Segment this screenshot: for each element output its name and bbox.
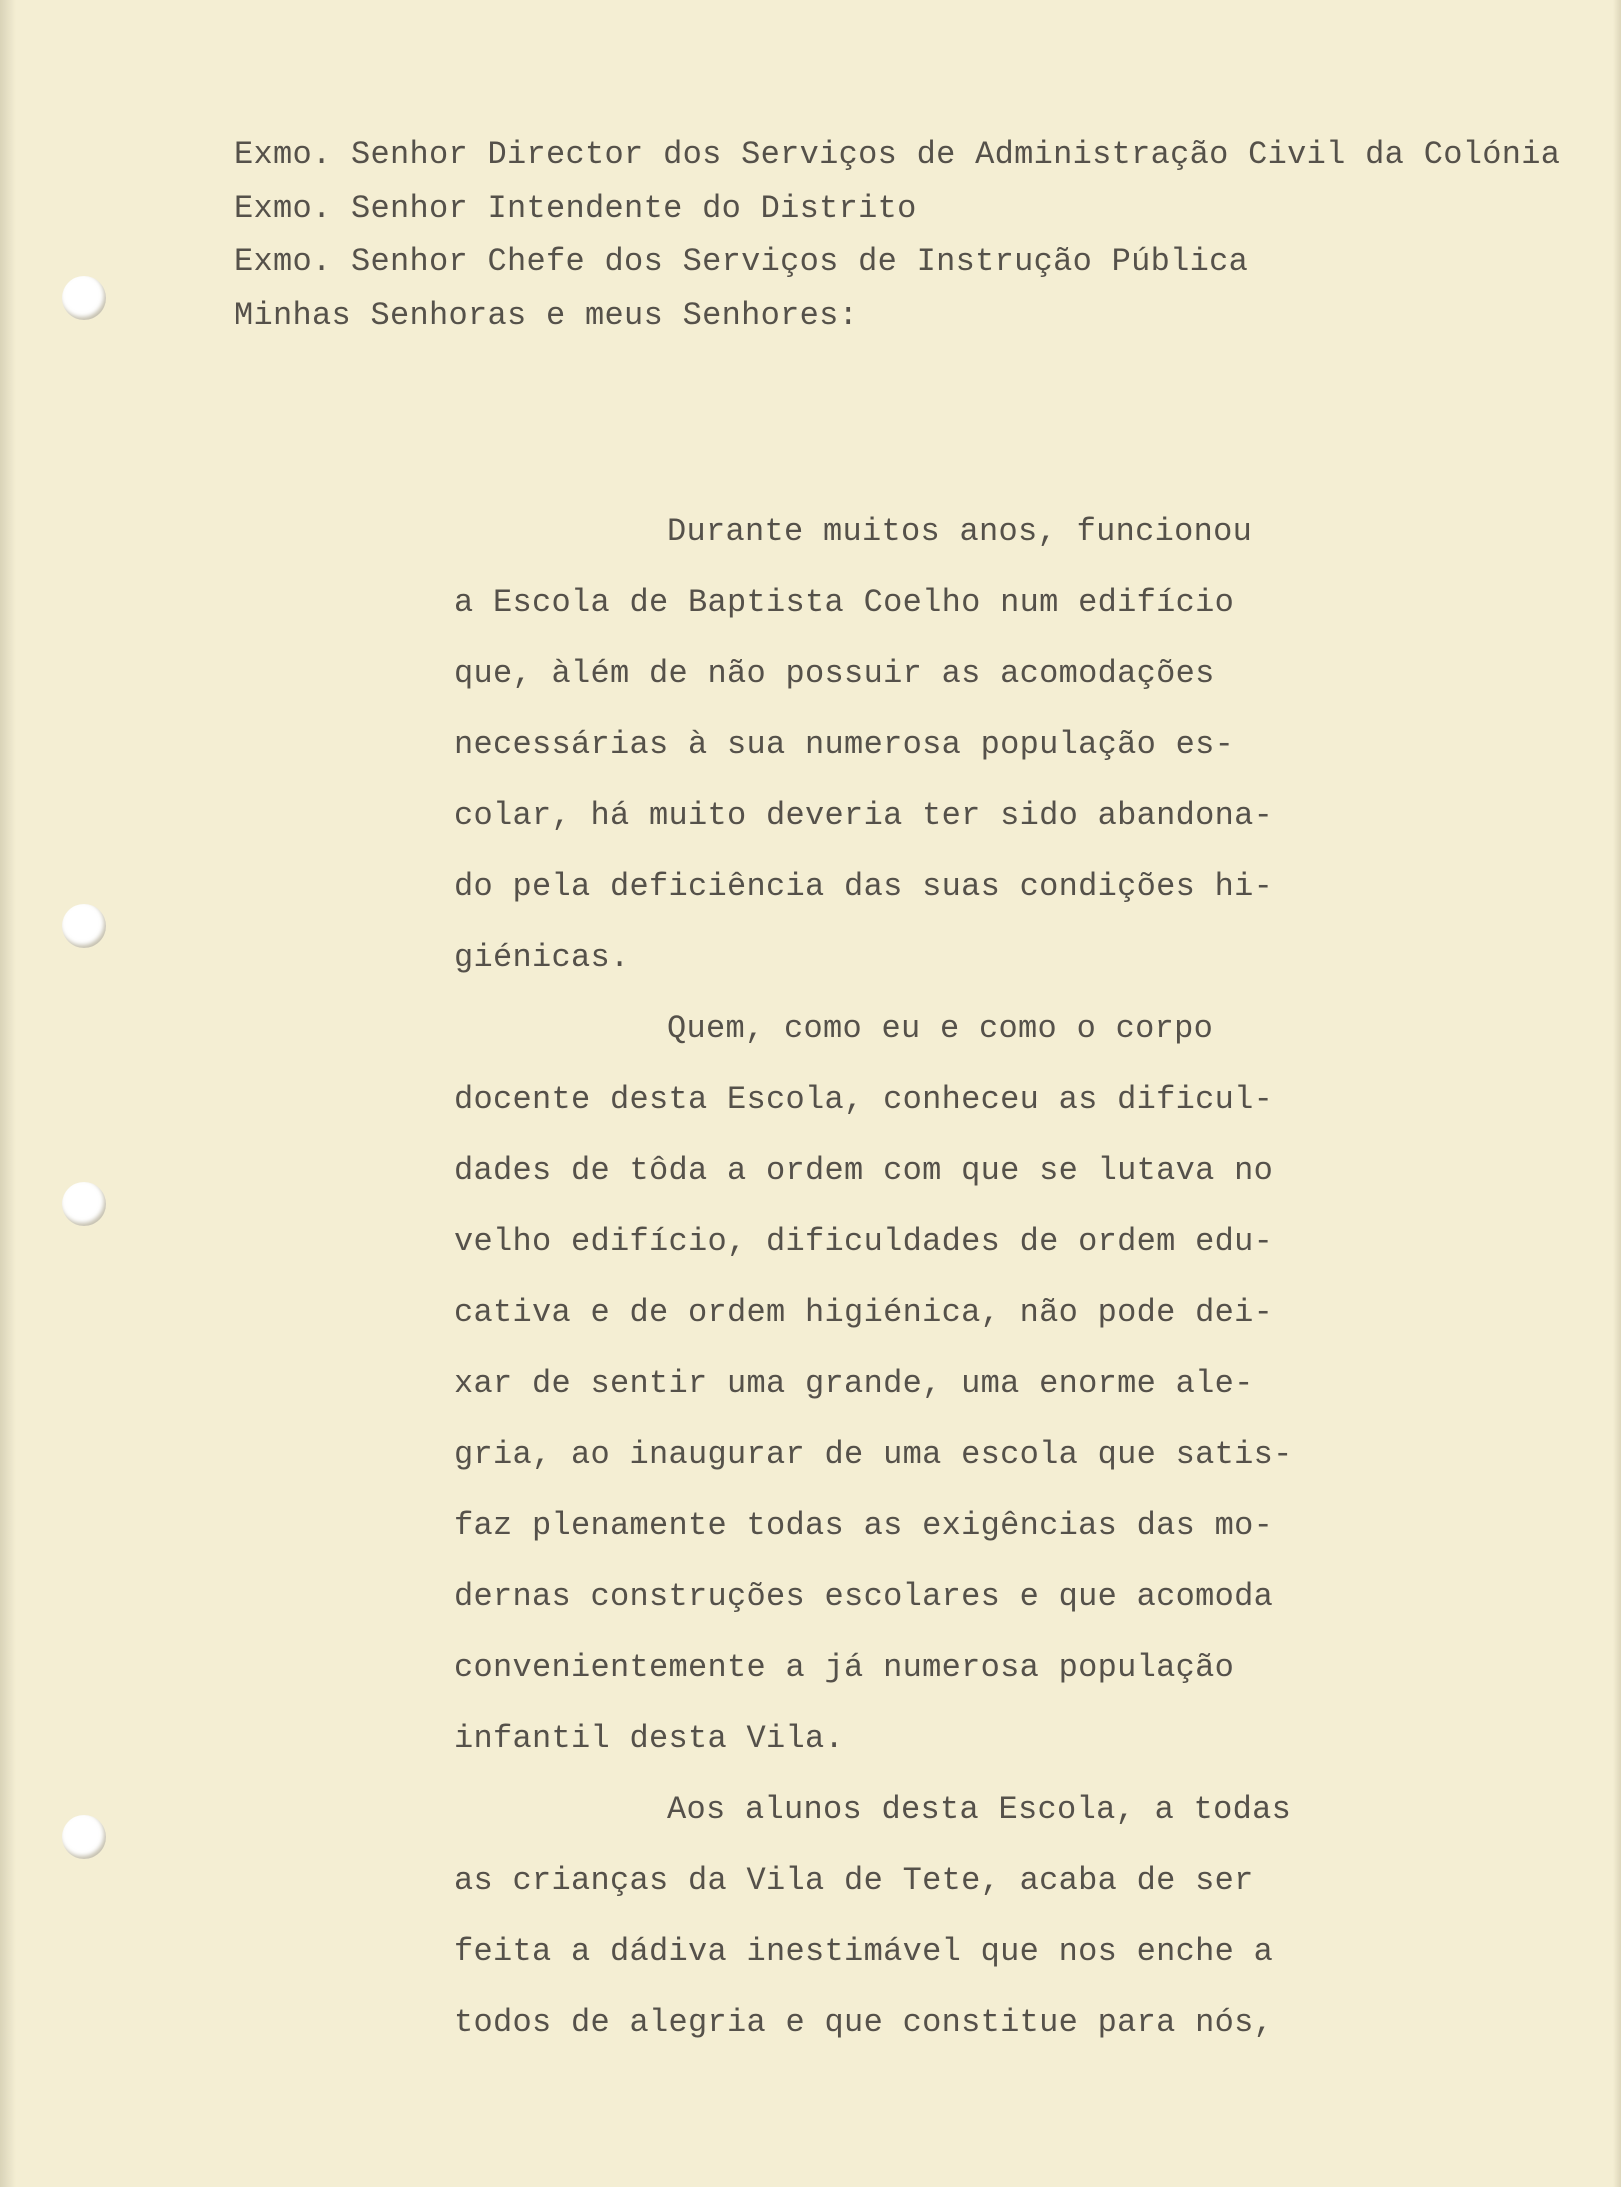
page-right-edge	[1613, 0, 1621, 2187]
paragraph-3	[454, 1774, 1293, 2058]
text-line: infantil desta Vila.	[454, 1720, 845, 1757]
text-line: a Escola de Baptista Coelho num edifício	[454, 584, 1235, 621]
salutation-line: Exmo. Senhor Intendente do Distrito	[234, 189, 917, 227]
text-line: gria, ao inaugurar de uma escola que satis-	[454, 1436, 1293, 1473]
text-line: giénicas.	[454, 939, 630, 976]
text-line: cativa e de ordem higiénica, não pode dei-	[454, 1294, 1274, 1331]
paragraph-1	[454, 496, 1293, 993]
text-line: Aos alunos desta Escola, a todas	[667, 1791, 1292, 1828]
salutation-block	[234, 128, 1560, 342]
text-line: Quem, como eu e como o corpo	[667, 1010, 1214, 1047]
page-left-edge	[0, 0, 16, 2187]
text-line: do pela deficiência das suas condições hi-	[454, 868, 1274, 905]
text-line: que, àlém de não possuir as acomodações	[454, 655, 1215, 692]
text-line: as crianças da Vila de Tete, acaba de ser	[454, 1862, 1254, 1899]
salutation-line: Exmo. Senhor Chefe dos Serviços de Instrução Pública	[234, 243, 1249, 280]
text-line: feita a dádiva inestimável que nos enche a	[454, 1933, 1274, 1970]
text-line: convenientemente a já numerosa população	[454, 1649, 1235, 1686]
text-line: docente desta Escola, conheceu as dificul-	[454, 1081, 1274, 1118]
text-line: dernas construções escolares e que acomoda	[454, 1578, 1274, 1615]
speech-body	[454, 496, 1293, 2058]
salutation-line: Minhas Senhoras e meus Senhores:	[234, 296, 859, 334]
text-line: dades de tôda a ordem com que se lutava no	[454, 1152, 1274, 1189]
text-line: xar de sentir uma grande, uma enorme ale-	[454, 1365, 1254, 1402]
text-line: necessárias à sua numerosa população es-	[454, 726, 1235, 763]
text-line: Durante muitos anos, funcionou	[667, 513, 1253, 550]
punch-hole-icon	[62, 904, 106, 948]
punch-hole-icon	[62, 1815, 106, 1859]
salutation-line: Exmo. Senhor Director dos Serviços de Administração Civil da Colónia	[234, 136, 1561, 173]
punch-hole-icon	[62, 1182, 106, 1226]
text-line: faz plenamente todas as exigências das mo-	[454, 1507, 1274, 1544]
text-line: colar, há muito deveria ter sido abandona-	[454, 797, 1274, 834]
paragraph-2	[454, 993, 1293, 1774]
text-line: velho edifício, dificuldades de ordem edu-	[454, 1223, 1274, 1260]
punch-hole-icon	[62, 276, 106, 320]
text-line: todos de alegria e que constitue para nós,	[454, 2004, 1274, 2041]
